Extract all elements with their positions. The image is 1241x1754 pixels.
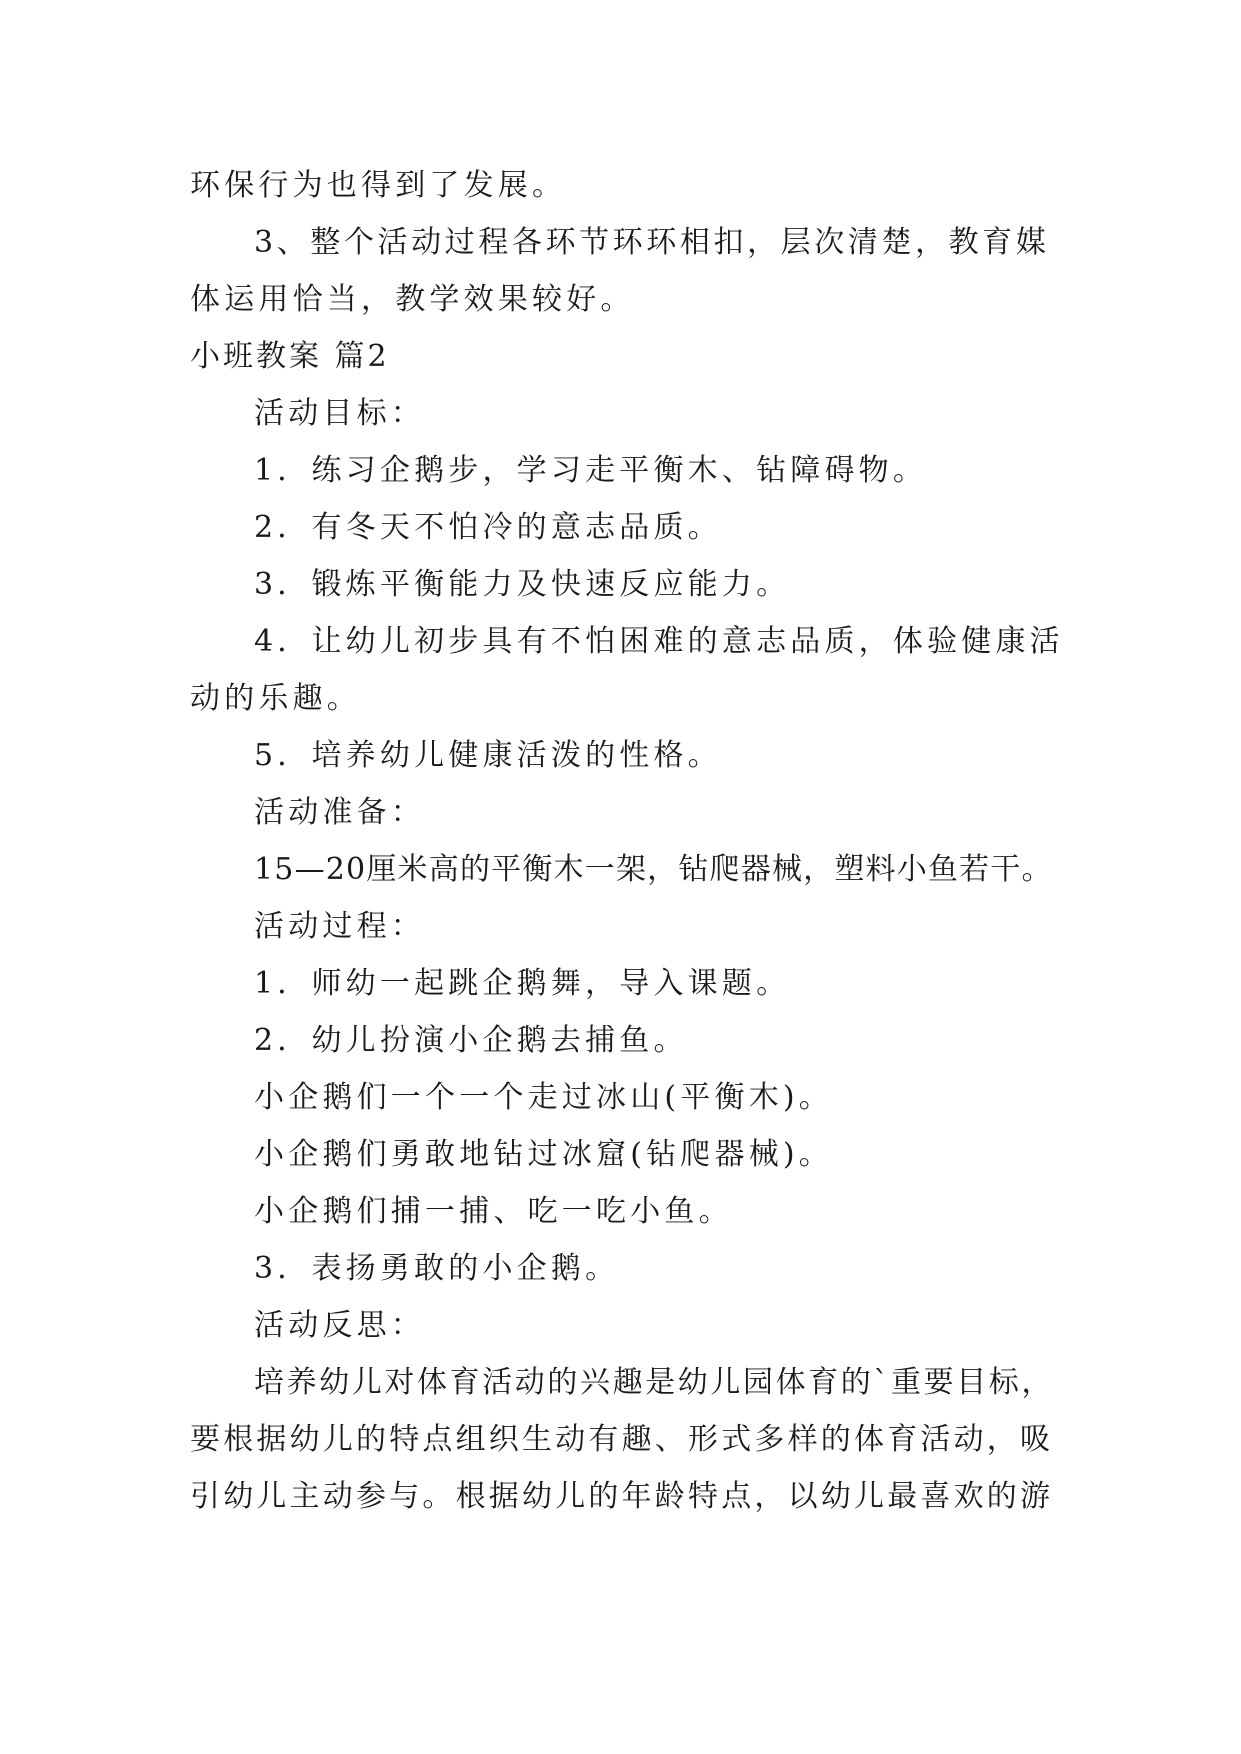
paragraph-line: 小企鹅们勇敢地钻过冰窟(钻爬器械)。 — [254, 1137, 834, 1172]
paragraph-line: 要根据幼儿的特点组织生动有趣、形式多样的体育活动，吸 — [190, 1422, 1054, 1457]
list-item: 5．培养幼儿健康活泼的性格。 — [254, 738, 722, 773]
list-item: 3．锻炼平衡能力及快速反应能力。 — [254, 567, 791, 602]
section-heading: 小班教案 篇2 — [190, 339, 390, 374]
paragraph-line: 3、整个活动过程各环节环环相扣，层次清楚，教育媒 — [254, 225, 1050, 260]
paragraph-line: 环保行为也得到了发展。 — [190, 168, 567, 203]
list-item: 2．有冬天不怕冷的意志品质。 — [254, 510, 722, 545]
subheading-process: 活动过程： — [254, 909, 425, 944]
list-item: 1．师幼一起跳企鹅舞，导入课题。 — [254, 966, 791, 1001]
list-item: 2．幼儿扮演小企鹅去捕鱼。 — [254, 1023, 688, 1058]
list-item: 4．让幼儿初步具有不怕困难的意志品质，体验健康活 — [254, 624, 1064, 659]
paragraph-line: 小企鹅们捕一捕、吃一吃小鱼。 — [254, 1194, 733, 1229]
subheading-preparation: 活动准备： — [254, 795, 425, 830]
paragraph-line: 培养幼儿对体育活动的兴趣是幼儿园体育的`重要目标， — [254, 1365, 1054, 1400]
paragraph-line: 引幼儿主动参与。根据幼儿的年龄特点，以幼儿最喜欢的游 — [190, 1479, 1054, 1514]
list-item-continuation: 动的乐趣。 — [190, 681, 361, 716]
paragraph-line: 小企鹅们一个一个走过冰山(平衡木)。 — [254, 1080, 834, 1115]
list-item: 1．练习企鹅步，学习走平衡木、钻障碍物。 — [254, 453, 928, 488]
subheading-goals: 活动目标： — [254, 396, 425, 431]
subheading-reflection: 活动反思： — [254, 1308, 425, 1343]
paragraph-line: 体运用恰当，教学效果较好。 — [190, 282, 635, 317]
paragraph-line: 15—20厘米高的平衡木一架，钻爬器械，塑料小鱼若干。 — [254, 852, 1053, 887]
list-item: 3．表扬勇敢的小企鹅。 — [254, 1251, 620, 1286]
